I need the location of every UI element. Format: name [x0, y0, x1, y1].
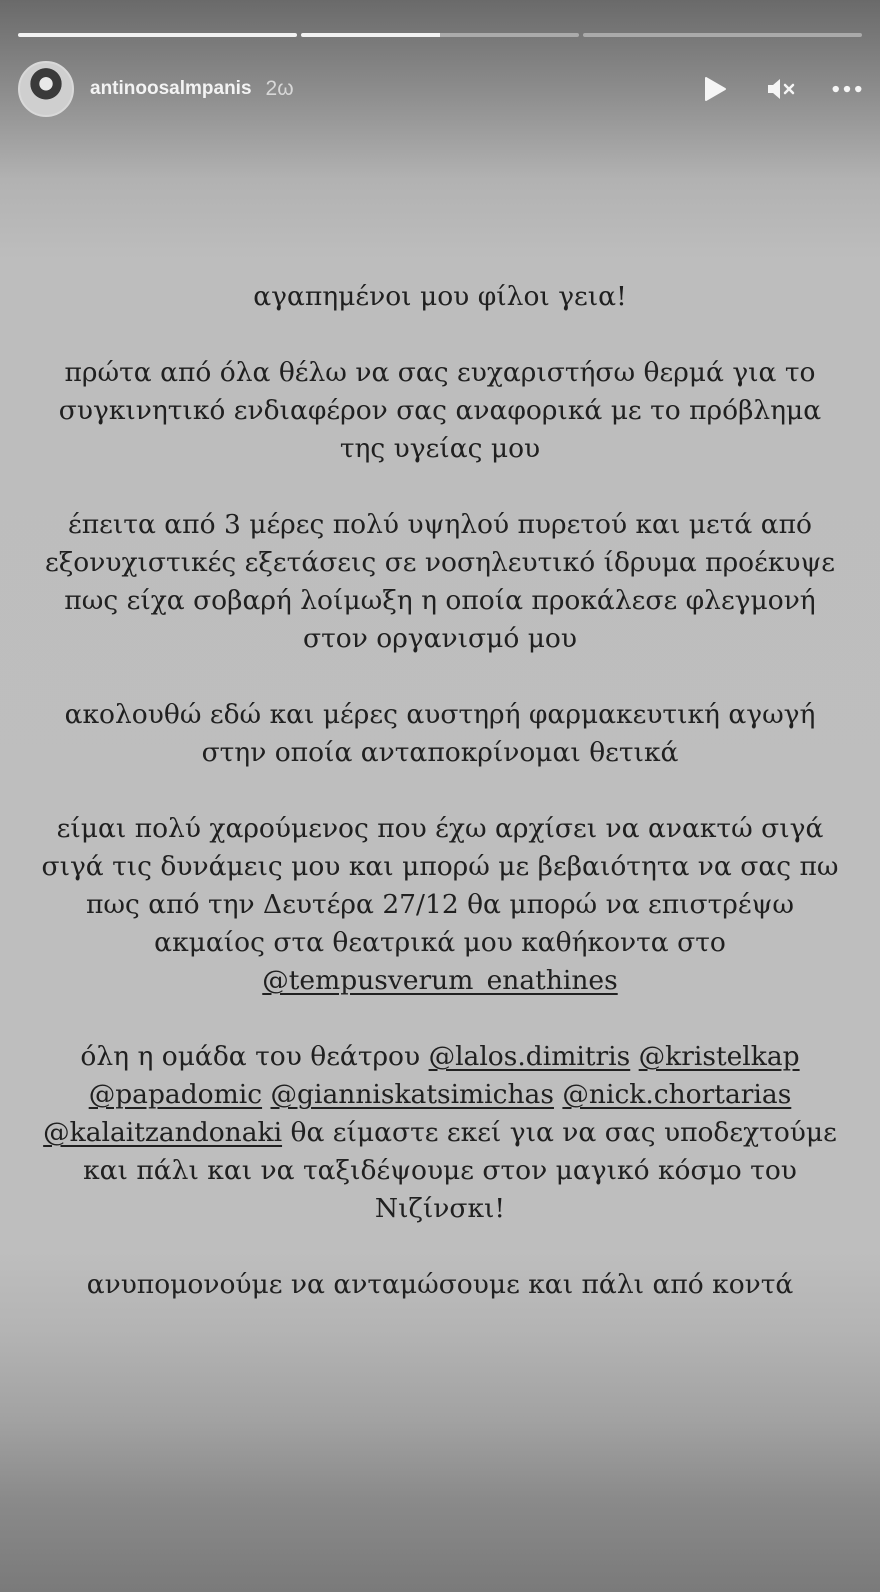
- progress-segment-3: [583, 33, 862, 37]
- mention-link[interactable]: @papadomic: [88, 1079, 263, 1110]
- paragraph-thanks: πρώτα από όλα θέλω να σας ευχαριστήσω θερμά για το συγκινητικό ενδιαφέρον σας αναφορικά με το πρόβλημα της υγείας μου: [58, 357, 822, 464]
- progress-segment-1: [18, 33, 297, 37]
- mention-link[interactable]: @kristelkap: [638, 1041, 800, 1072]
- mention-link[interactable]: @nick.chortarias: [562, 1079, 792, 1110]
- progress-segment-2: [301, 33, 580, 37]
- paragraph-return-text: είμαι πολύ χαρούμενος που έχω αρχίσει να ανακτώ σιγά σιγά τις δυνάμεις μου και μπορώ με βεβαιότητα να σας πω πως από την Δευτέρα 27/12 θα μπορώ να επιστρέψω ακμαίος στα θεατρικά μου καθήκοντα στο: [41, 813, 839, 958]
- team-outro-text: θα είμαστε εκεί για να σας υποδεχτούμε και πάλι και να ταξιδέψουμε στον μαγικό κόσμο του Νιζίνσκι!: [83, 1117, 837, 1224]
- paragraph-treatment: ακολουθώ εδώ και μέρες αυστηρή φαρμακευτική αγωγή στην οποία ανταποκρίνομαι θετικά: [64, 699, 816, 768]
- closing-text: ανυπομονούμε να ανταμώσουμε και πάλι από κοντά: [86, 1269, 794, 1300]
- more-icon: [832, 85, 862, 93]
- paragraph-team: [40, 1038, 840, 1228]
- mention-link[interactable]: @lalos.dimitris: [428, 1041, 631, 1072]
- story-text: [40, 278, 840, 1342]
- mention-link[interactable]: @kalaitzandonaki: [43, 1117, 283, 1148]
- avatar[interactable]: [18, 61, 74, 117]
- story-progress-bar: [18, 33, 862, 37]
- team-intro-text: όλη η ομάδα του θεάτρου: [80, 1041, 421, 1072]
- mention-theater[interactable]: @tempusverum_enathines: [262, 965, 618, 996]
- username[interactable]: antinoosalmpanis: [90, 78, 252, 99]
- mention-link[interactable]: @gianniskatsimichas: [270, 1079, 554, 1110]
- paragraph-illness: έπειτα από 3 μέρες πολύ υψηλού πυρετού και μετά από εξονυχιστικές εξετάσεις σε νοσηλευτικό ίδρυμα προέκυψε πως είχα σοβαρή λοίμωξη η οποία προκάλεσε φλεγμονή στον οργανισμό μου: [44, 509, 836, 654]
- mute-button[interactable]: [766, 74, 796, 104]
- play-icon: [703, 76, 727, 102]
- post-time: 2ω: [265, 77, 294, 100]
- story-controls: [700, 74, 862, 104]
- play-button[interactable]: [700, 74, 730, 104]
- greeting-text: αγαπημένοι μου φίλοι γεια!: [253, 281, 627, 312]
- story-header: [18, 60, 862, 118]
- paragraph-return: [40, 810, 840, 1000]
- mute-icon: [766, 76, 796, 102]
- more-options-button[interactable]: [832, 74, 862, 104]
